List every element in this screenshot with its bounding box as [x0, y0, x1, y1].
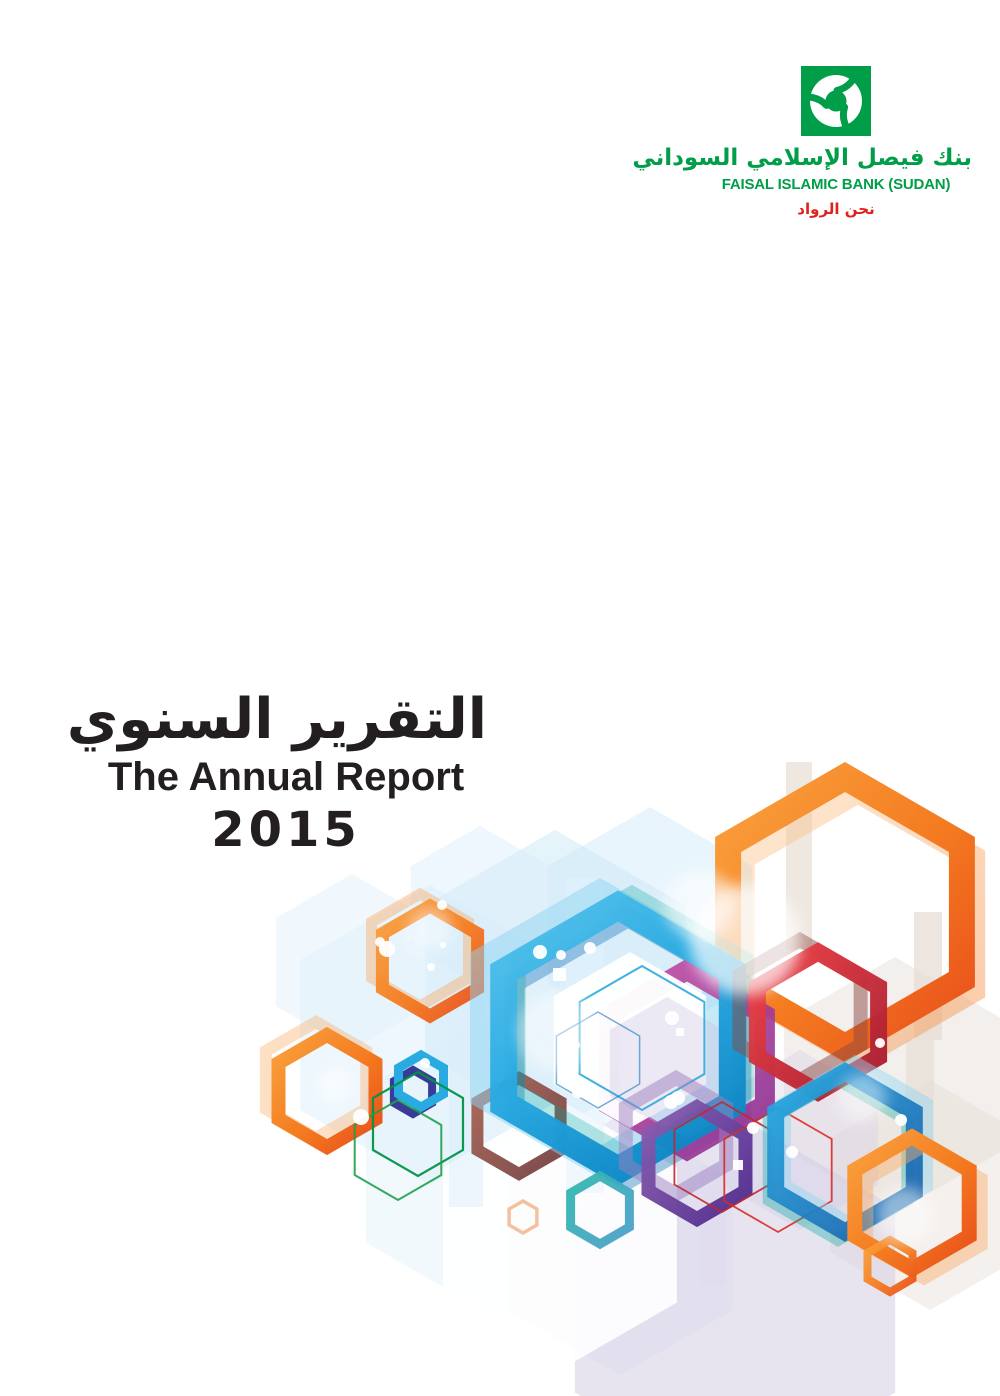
report-title-block — [66, 684, 487, 858]
report-year: 2015 — [211, 801, 361, 858]
bank-name-arabic: بنك فيصل الإسلامي السوداني — [632, 145, 972, 171]
report-title-english: The Annual Report — [107, 754, 465, 799]
bank-slogan-arabic: نحن الرواد — [797, 200, 875, 219]
bank-identity-block — [632, 66, 972, 219]
bank-logo-swirl-icon — [801, 66, 871, 136]
bank-name-english: FAISAL ISLAMIC BANK (SUDAN) — [721, 176, 951, 194]
report-title-arabic: التقرير السنوي — [66, 687, 487, 752]
bank-logo — [801, 66, 871, 136]
